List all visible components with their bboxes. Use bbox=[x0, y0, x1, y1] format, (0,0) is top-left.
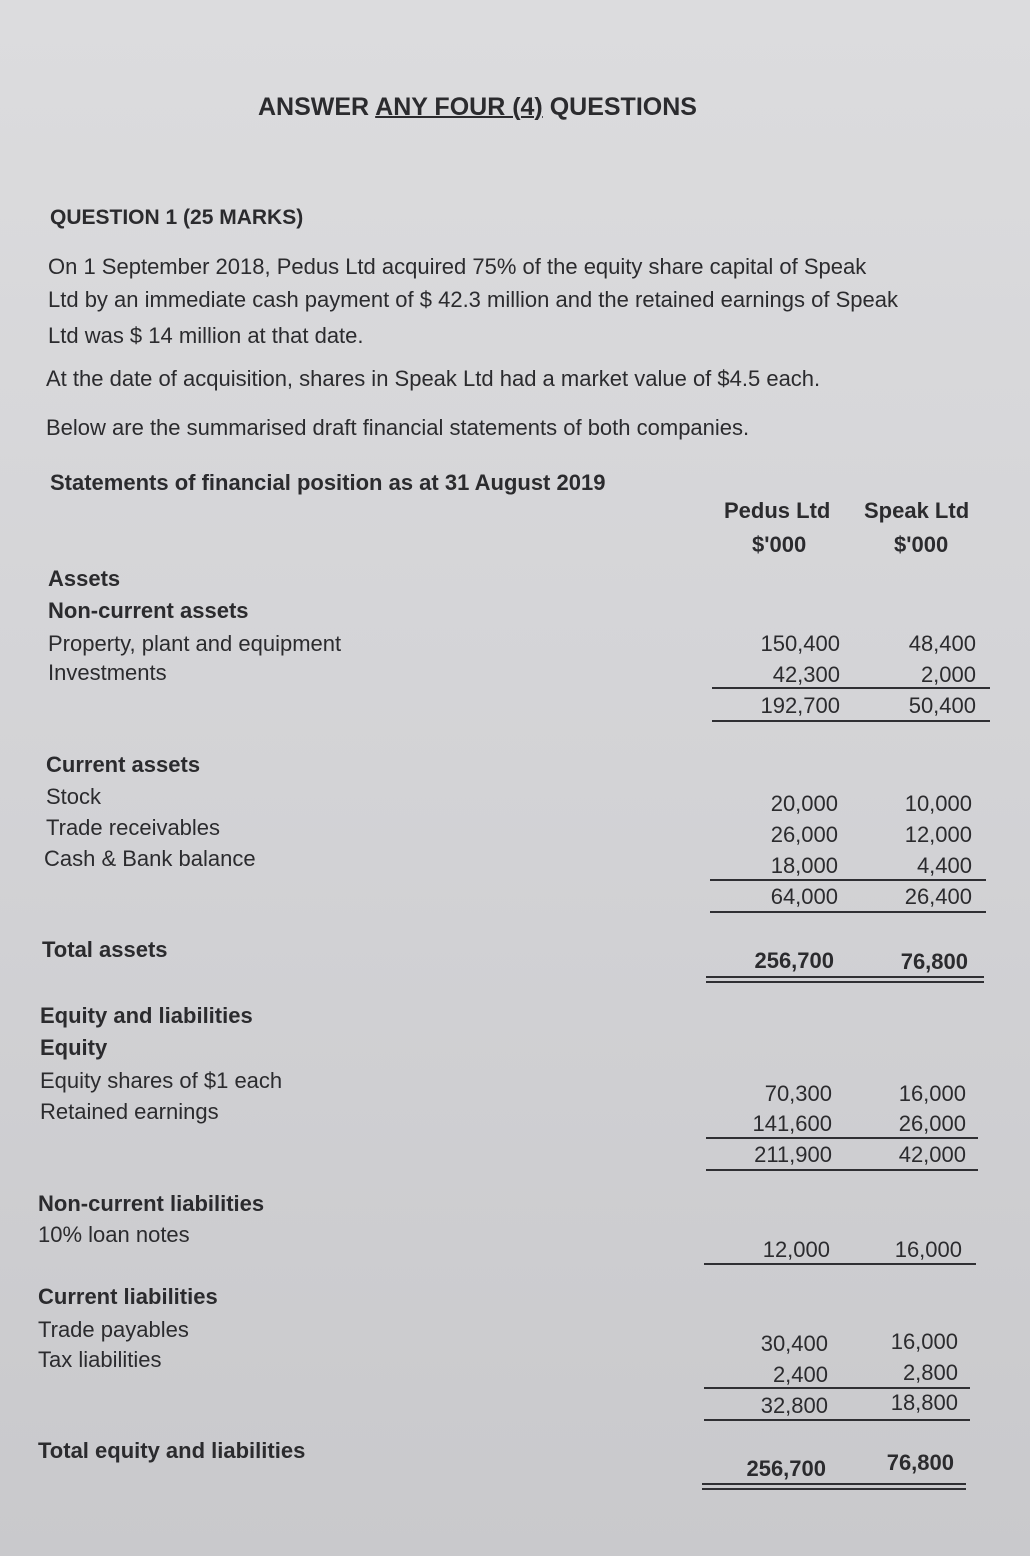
rule-cl-top bbox=[704, 1387, 970, 1389]
value-pedus-nca-subtotal: 192,700 bbox=[760, 693, 840, 718]
value-speak-trade-payables: 16,000 bbox=[890, 1329, 958, 1354]
question-para3: Below are the summarised draft financial statements of both companies. bbox=[46, 415, 750, 440]
value-pedus-cl-subtotal: 32,800 bbox=[760, 1393, 828, 1418]
rule-total-el-1 bbox=[702, 1483, 966, 1485]
page-heading bbox=[258, 94, 697, 120]
value-pedus-total-equity-liabilities: 256,700 bbox=[746, 1456, 826, 1481]
value-speak-cash-bank: 4,400 bbox=[916, 853, 972, 878]
question-para1-line2: Ltd by an immediate cash payment of $ 42.3 million and the retained earnings of Speak bbox=[48, 287, 898, 312]
question-para1-line3: Ltd was $ 14 million at that date. bbox=[48, 323, 364, 348]
value-pedus-tax-liabilities: 2,400 bbox=[772, 1362, 828, 1387]
equity-heading: Equity bbox=[40, 1035, 108, 1060]
non-current-assets-heading: Non-current assets bbox=[48, 598, 249, 623]
total-equity-liabilities-label: Total equity and liabilities bbox=[38, 1438, 306, 1463]
value-speak-investments: 2,000 bbox=[920, 662, 976, 687]
value-pedus-stock: 20,000 bbox=[770, 791, 838, 816]
value-pedus-investments: 42,300 bbox=[772, 662, 840, 687]
total-assets-label: Total assets bbox=[42, 937, 168, 962]
row-label-equity-shares: Equity shares of $1 each bbox=[40, 1068, 283, 1093]
value-speak-trade-receivables: 12,000 bbox=[904, 822, 972, 847]
value-pedus-retained-earnings: 141,600 bbox=[752, 1111, 832, 1136]
value-speak-equity-subtotal: 42,000 bbox=[898, 1142, 966, 1167]
assets-heading: Assets bbox=[48, 566, 121, 591]
value-pedus-loan-notes: 12,000 bbox=[762, 1237, 830, 1262]
value-speak-equity-shares: 16,000 bbox=[898, 1081, 966, 1106]
row-label-ppe: Property, plant and equipment bbox=[48, 631, 342, 656]
current-assets-heading: Current assets bbox=[46, 752, 201, 777]
column-unit-speak: $'000 bbox=[894, 532, 949, 557]
value-speak-ca-subtotal: 26,400 bbox=[904, 884, 972, 909]
rule-ca-bottom bbox=[710, 911, 986, 913]
rule-total-assets-2 bbox=[706, 981, 984, 983]
row-label-cash-bank: Cash & Bank balance bbox=[44, 846, 256, 871]
value-pedus-total-assets: 256,700 bbox=[754, 948, 834, 973]
value-speak-stock: 10,000 bbox=[904, 791, 972, 816]
rule-nca-bottom bbox=[712, 720, 990, 722]
heading-post: QUESTIONS bbox=[542, 93, 697, 121]
value-speak-total-equity-liabilities: 76,800 bbox=[886, 1450, 954, 1475]
column-unit-pedus: $'000 bbox=[752, 532, 807, 557]
row-label-tax-liabilities: Tax liabilities bbox=[38, 1347, 162, 1372]
heading-pre: ANSWER bbox=[258, 93, 376, 121]
column-header-pedus: Pedus Ltd bbox=[724, 498, 831, 523]
value-pedus-equity-shares: 70,300 bbox=[764, 1081, 832, 1106]
rule-ca-top bbox=[710, 879, 986, 881]
value-speak-loan-notes: 16,000 bbox=[894, 1237, 962, 1262]
row-label-trade-payables: Trade payables bbox=[38, 1317, 189, 1342]
row-label-stock: Stock bbox=[46, 784, 102, 809]
value-speak-total-assets: 76,800 bbox=[900, 949, 968, 974]
rule-nca-top bbox=[712, 687, 990, 689]
value-pedus-ppe: 150,400 bbox=[760, 631, 840, 656]
current-liabilities-heading: Current liabilities bbox=[38, 1284, 218, 1309]
heading-underlined: ANY FOUR (4) bbox=[375, 93, 543, 121]
value-pedus-trade-receivables: 26,000 bbox=[770, 822, 838, 847]
column-header-speak: Speak Ltd bbox=[864, 498, 970, 523]
value-pedus-trade-payables: 30,400 bbox=[760, 1331, 828, 1356]
row-label-loan-notes: 10% loan notes bbox=[38, 1222, 190, 1247]
rule-total-el-2 bbox=[702, 1488, 966, 1490]
equity-liabilities-heading: Equity and liabilities bbox=[40, 1003, 253, 1028]
question-para1-line1: On 1 September 2018, Pedus Ltd acquired 75% of the equity share capital of Speak bbox=[48, 254, 867, 279]
rule-cl-bottom bbox=[704, 1419, 970, 1421]
value-speak-retained-earnings: 26,000 bbox=[898, 1111, 966, 1136]
non-current-liabilities-heading: Non-current liabilities bbox=[38, 1191, 265, 1216]
question-title: QUESTION 1 (25 MARKS) bbox=[50, 206, 304, 229]
row-label-trade-receivables: Trade receivables bbox=[46, 815, 221, 840]
value-speak-cl-subtotal: 18,800 bbox=[890, 1390, 958, 1415]
value-speak-nca-subtotal: 50,400 bbox=[908, 693, 976, 718]
value-speak-tax-liabilities: 2,800 bbox=[902, 1360, 958, 1385]
row-label-investments: Investments bbox=[48, 660, 167, 685]
statement-title: Statements of financial position as at 31 August 2019 bbox=[50, 470, 606, 495]
rule-ncl bbox=[704, 1263, 976, 1265]
value-pedus-cash-bank: 18,000 bbox=[770, 853, 838, 878]
value-pedus-ca-subtotal: 64,000 bbox=[770, 884, 838, 909]
rule-equity-bottom bbox=[706, 1169, 978, 1171]
value-pedus-equity-subtotal: 211,900 bbox=[754, 1142, 832, 1167]
rule-equity-top bbox=[706, 1137, 978, 1139]
question-para2: At the date of acquisition, shares in Speak Ltd had a market value of $4.5 each. bbox=[46, 366, 821, 391]
row-label-retained-earnings: Retained earnings bbox=[40, 1099, 219, 1124]
rule-total-assets-1 bbox=[706, 976, 984, 978]
value-speak-ppe: 48,400 bbox=[908, 631, 976, 656]
